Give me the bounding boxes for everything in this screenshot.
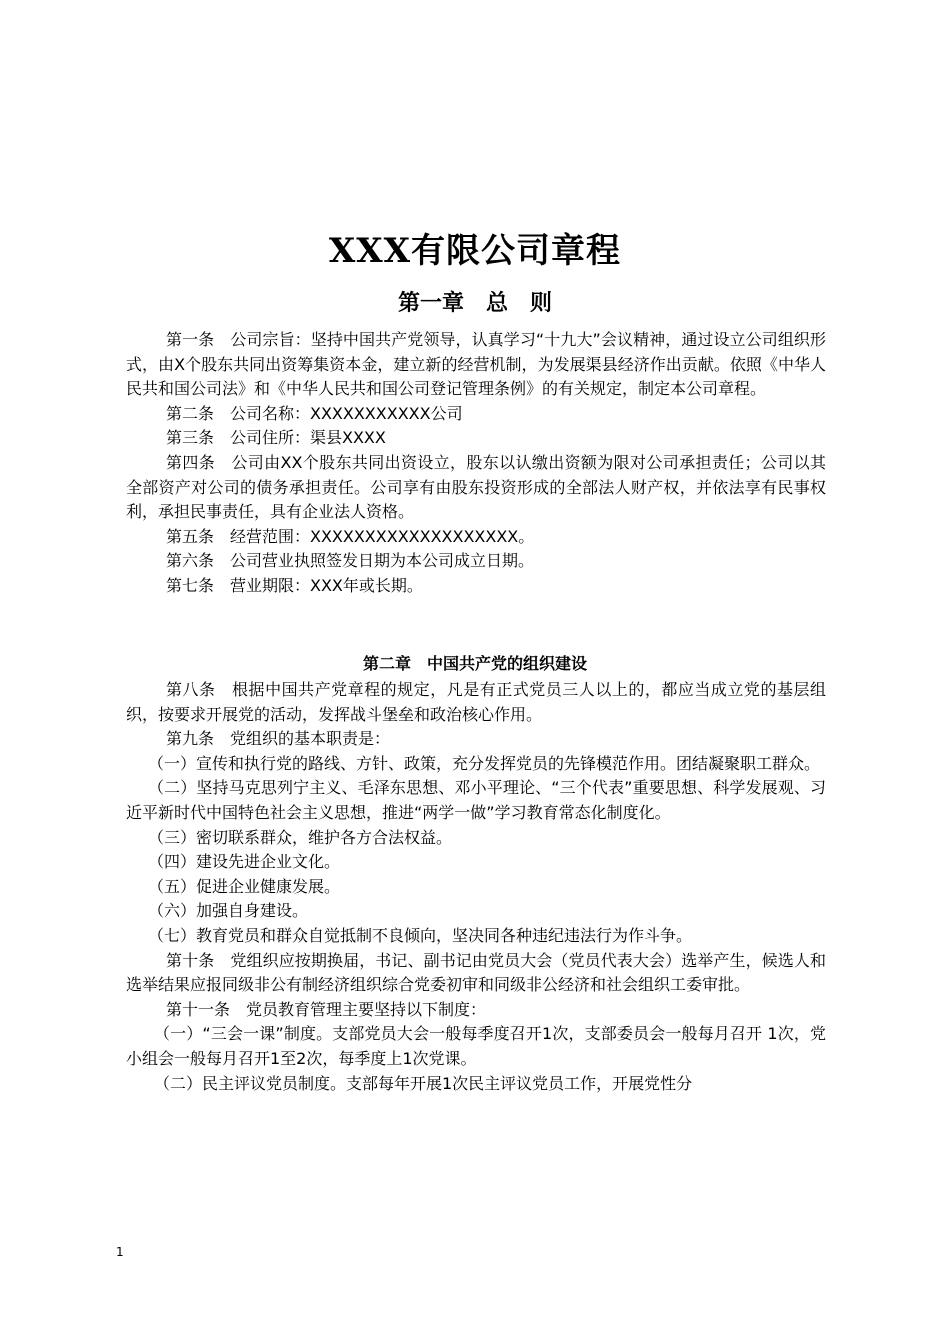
duty-item: （一）宣传和执行党的路线、方针、政策，充分发挥党员的先锋模范作用。团结凝聚职工群众。 bbox=[148, 753, 821, 773]
article-4: 第四条 公司由XX个股东共同出资设立，股东以认缴出资额为限对公司承担责任；公司以其全部资产对公司的债务承担责任。公司享有由股东投资形成的全部法人财产权，并依法享有民事权利，承担民事责任，具有企业法人资格。 bbox=[126, 452, 826, 522]
article-6: 第六条 公司营业执照签发日期为本公司成立日期。 bbox=[166, 551, 535, 571]
duty-item: （五）促进企业健康发展。 bbox=[148, 876, 341, 896]
page-number: 1 bbox=[116, 1245, 124, 1259]
chapter-2-body bbox=[126, 678, 826, 1096]
article-8: 第八条 根据中国共产党章程的规定，凡是有正式党员三人以上的，都应当成立党的基层组织，按要求开展党的活动，发挥战斗堡垒和政治核心作用。 bbox=[126, 680, 826, 724]
article-1: 第一条 公司宗旨：坚持中国共产党领导，认真学习“十九大”会议精神，通过设立公司组织形式，由X个股东共同出资筹集资本金，建立新的经营机制，为发展渠县经济作出贡献。依照《中华人民共和国公司法》和《中华人民共和国公司登记管理条例》的有关规定，制定本公司章程。 bbox=[126, 330, 826, 399]
duty-item: （四）建设先进企业文化。 bbox=[148, 852, 341, 872]
article-3: 第三条 公司住所：渠县XXXX bbox=[166, 428, 386, 448]
chapter-1-body bbox=[126, 328, 826, 599]
duty-item: （三）密切联系群众，维护各方合法权益。 bbox=[148, 827, 453, 847]
article-2: 第二条 公司名称：XXXXXXXXXXX公司 bbox=[166, 403, 463, 423]
system-item: （二）民主评议党员制度。支部每年开展1次民主评议党员工作，开展党性分 bbox=[154, 1073, 693, 1093]
duty-item: （七）教育党员和群众自觉抵制不良倾向，坚决同各种违纪违法行为作斗争。 bbox=[148, 925, 693, 945]
article-7: 第七条 营业期限：XXX年或长期。 bbox=[166, 575, 423, 595]
system-item: （一）“三会一课”制度。支部党员大会一般每季度召开1次，支部委员会一般每月召开 1次，党小组会一般每月召开1至2次，每季度上1次党课。 bbox=[126, 1024, 826, 1068]
duty-item: （二）坚持马克思列宁主义、毛泽东思想、邓小平理论、“三个代表”重要思想、科学发展观、习近平新时代中国特色社会主义思想，推进“两学一做”学习教育常态化制度化。 bbox=[126, 778, 826, 822]
article-9: 第九条 党组织的基本职责是： bbox=[166, 729, 391, 749]
article-11: 第十一条 党员教育管理主要坚持以下制度： bbox=[166, 999, 487, 1019]
duty-item: （六）加强自身建设。 bbox=[148, 901, 309, 921]
chapter-1-heading: 第一章 总 则 bbox=[397, 291, 552, 316]
document-title: XXX有限公司章程 bbox=[328, 231, 622, 271]
chapter-2-heading: 第二章 中国共产党的组织建设 bbox=[362, 654, 587, 673]
article-10: 第十条 党组织应按期换届，书记、副书记由党员大会（党员代表大会）选举产生，候选人和选举结果应报同级非公有制经济组织综合党委初审和同级非公经济和社会组织工委审批。 bbox=[126, 950, 826, 995]
article-5: 第五条 经营范围：XXXXXXXXXXXXXXXXXXX。 bbox=[166, 526, 535, 546]
